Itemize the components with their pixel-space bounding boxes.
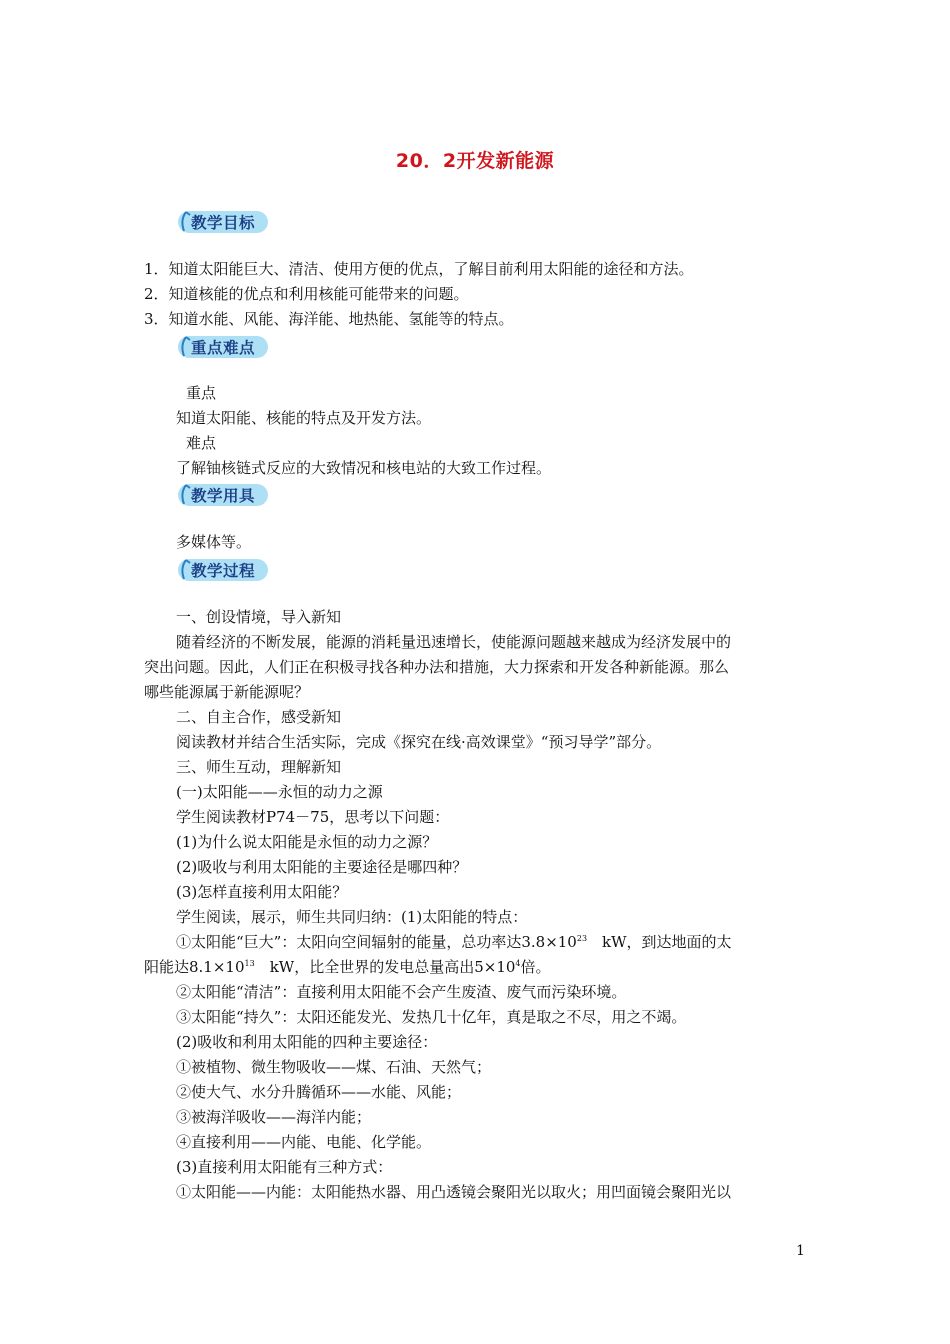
process-line: ①太阳能——内能：太阳能热水器、用凸透镜会聚阳光以取火；用凹面镜会聚阳光以 (176, 1183, 732, 1201)
tools-text: 多媒体等。 (176, 533, 252, 551)
energy-line-a-after: kW，到达地面的太 (587, 933, 732, 951)
process-line: 阅读教材并结合生活实际，完成《探究在线·高效课堂》“预习导学”部分。 (176, 733, 662, 751)
process-line: (2)吸收与利用太阳能的主要途径是哪四种？ (176, 858, 468, 876)
section-badge-process (176, 556, 272, 583)
process-line: 学生阅读，展示，师生共同归纳：(1)太阳能的特点： (176, 908, 528, 926)
process-line: ③被海洋吸收——海洋内能； (176, 1108, 372, 1126)
page-number: 1 (796, 1243, 805, 1259)
process-line: ④直接利用——内能、电能、化学能。 (176, 1133, 432, 1151)
key-text: 知道太阳能、核能的特点及开发方法。 (176, 409, 432, 427)
process-line: 学生阅读教材P74－75，思考以下问题： (176, 808, 450, 826)
process-line: 三、师生互动，理解新知 (176, 758, 342, 776)
energy-line-b-exponent-2: 4 (515, 959, 521, 968)
energy-line-a-before: ①太阳能“巨大”：太阳向空间辐射的能量，总功率达3.8×10 (176, 933, 577, 951)
section-heading-tools: 教学用具 (191, 487, 256, 505)
process-line: ③太阳能“持久”：太阳还能发光、发热几十亿年，真是取之不尽，用之不竭。 (176, 1008, 687, 1026)
document-title: 20．2开发新能源 (395, 150, 555, 172)
energy-line-b-before: 阳能达8.1×10 (144, 958, 245, 976)
energy-line-b-exponent: 13 (244, 959, 255, 968)
energy-line-b-after: 倍。 (520, 958, 551, 976)
section-badge-tools (176, 481, 272, 508)
section-badge-goals (176, 208, 272, 235)
section-heading-goals: 教学目标 (191, 214, 256, 232)
process-line: (2)吸收和利用太阳能的四种主要途径： (176, 1033, 438, 1051)
process-line: (3)直接利用太阳能有三种方式： (176, 1158, 393, 1176)
process-line: 随着经济的不断发展，能源的消耗量迅速增长，使能源问题越来越成为经济发展中的 (176, 633, 732, 651)
section-heading-process: 教学过程 (191, 562, 256, 580)
process-line: (1)为什么说太阳能是永恒的动力之源？ (176, 833, 438, 851)
process-line: (一)太阳能——永恒的动力之源 (176, 783, 383, 801)
process-line: (3)怎样直接利用太阳能？ (176, 883, 348, 901)
goal-item: 1．知道太阳能巨大、清洁、使用方便的优点，了解目前利用太阳能的途径和方法。 (144, 260, 694, 278)
goal-item: 2．知道核能的优点和利用核能可能带来的问题。 (144, 285, 469, 303)
process-line: ②太阳能“清洁”：直接利用太阳能不会产生废渣、废气而污染环境。 (176, 983, 627, 1001)
process-line: ②使大气、水分升腾循环——水能、风能； (176, 1083, 462, 1101)
goal-item: 3．知道水能、风能、海洋能、地热能、氢能等的特点。 (144, 310, 514, 328)
energy-line-b (144, 955, 824, 979)
section-heading-key-points: 重点难点 (191, 339, 256, 357)
energy-line-b-middle: kW，比全世界的发电总量高出5×10 (254, 958, 516, 976)
key-label: 重点 (186, 384, 217, 402)
energy-line-a-exponent: 23 (576, 934, 588, 943)
process-line: 二、自主合作，感受新知 (176, 708, 342, 726)
process-line: 突出问题。因此，人们正在积极寻找各种办法和措施，大力探索和开发各种新能源。那么 (144, 658, 730, 676)
process-line: ①被植物、微生物吸收——煤、石油、天然气； (176, 1058, 492, 1076)
energy-line-a (176, 930, 856, 954)
difficult-label: 难点 (186, 434, 217, 452)
process-line: 哪些能源属于新能源呢？ (144, 683, 310, 701)
section-badge-key-points (176, 333, 272, 360)
difficult-text: 了解铀核链式反应的大致情况和核电站的大致工作过程。 (176, 459, 552, 477)
process-line: 一、创设情境，导入新知 (176, 608, 342, 626)
